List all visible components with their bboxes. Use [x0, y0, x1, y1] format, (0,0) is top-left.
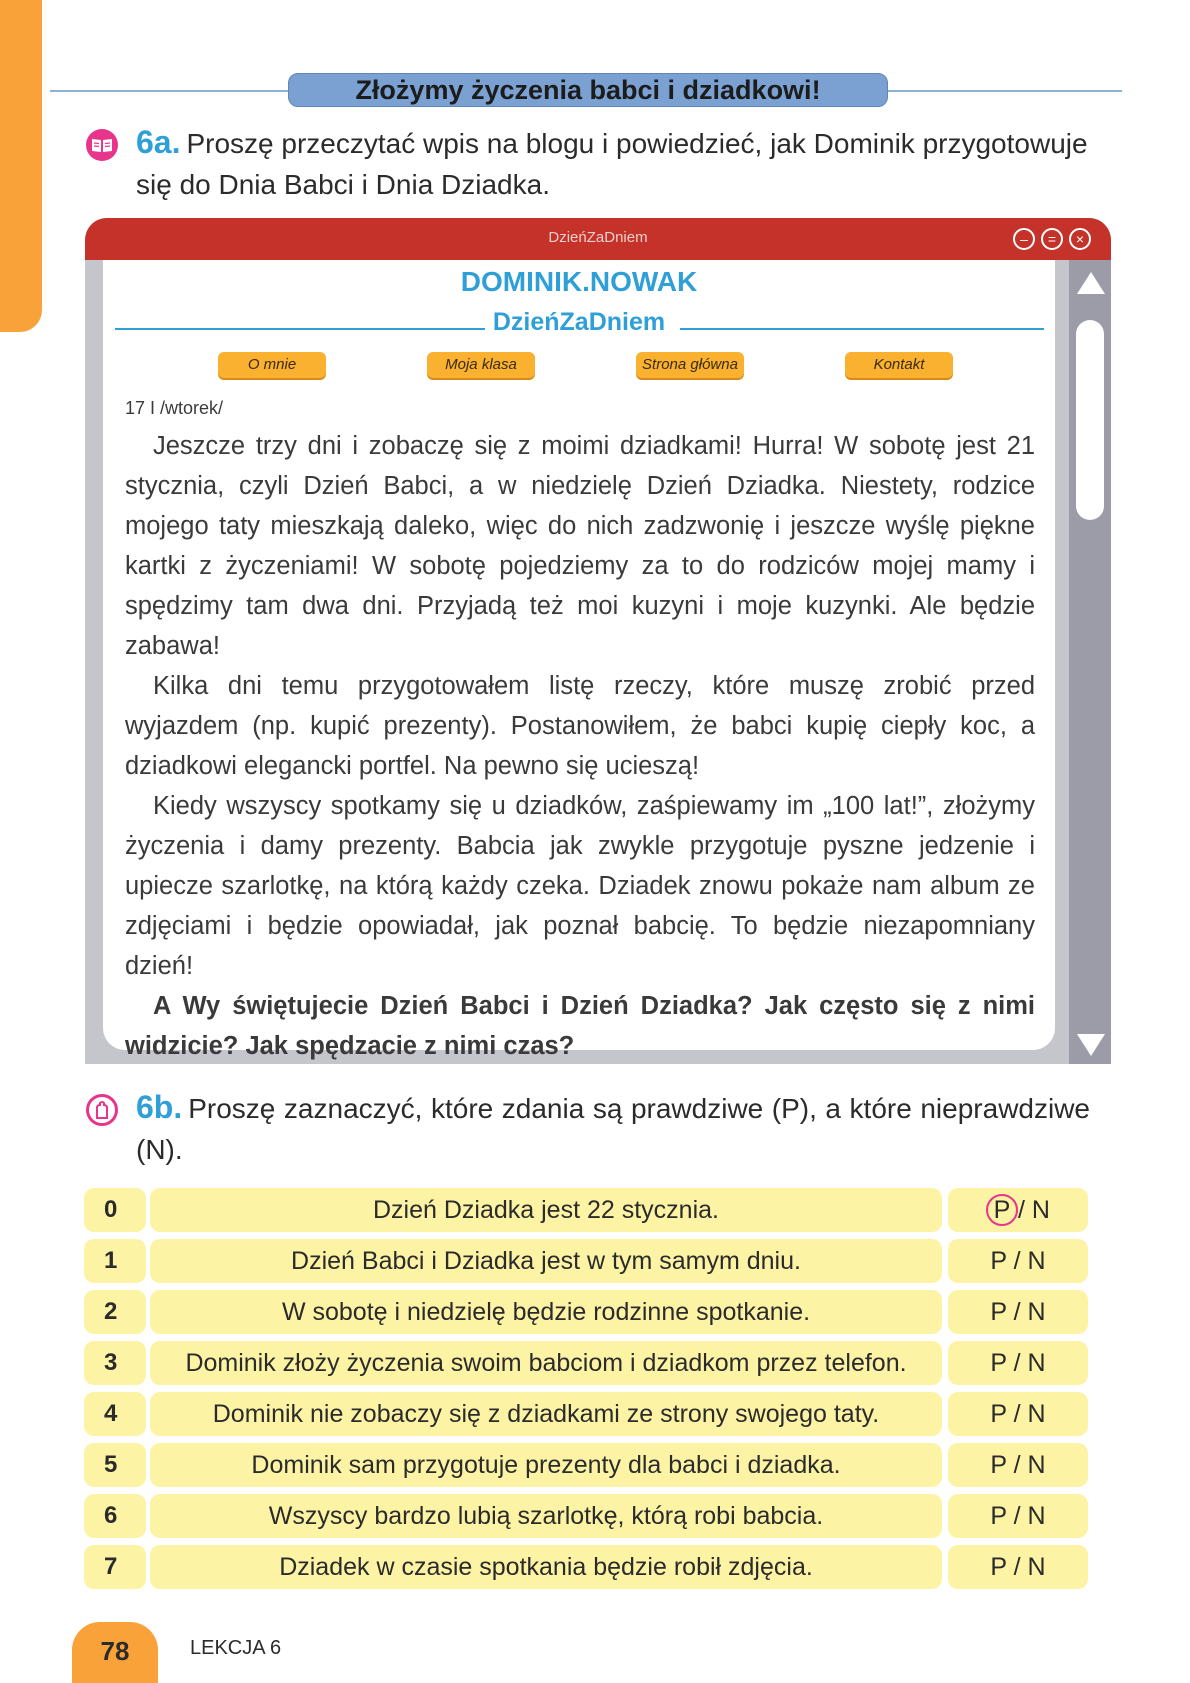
statement-text: Dziadek w czasie spotkania będzie robił zdjęcia. [150, 1545, 942, 1589]
statement-number: 2 [84, 1290, 146, 1334]
table-row [84, 1290, 1088, 1334]
statement-number: 4 [84, 1392, 146, 1436]
statement-number: 7 [84, 1545, 146, 1589]
lesson-label: LEKCJA 6 [190, 1637, 282, 1659]
table-row [84, 1188, 1088, 1232]
statement-text: Dominik nie zobaczy się z dziadkami ze strony swojego taty. [150, 1392, 942, 1436]
answer-n[interactable]: / N [1013, 1502, 1046, 1530]
post-date: 17 I /wtorek/ [125, 398, 224, 418]
blog-post [125, 426, 1035, 1064]
nav-class-button[interactable]: Moja klasa [427, 352, 535, 378]
answer-p[interactable]: P [990, 1553, 1007, 1581]
answer-p[interactable]: P [990, 1400, 1007, 1428]
answer-choice[interactable] [948, 1494, 1088, 1538]
blog-page [103, 260, 1055, 1060]
answer-choice[interactable] [948, 1443, 1088, 1487]
hand-icon [86, 1094, 118, 1126]
answer-choice[interactable] [948, 1545, 1088, 1589]
answer-p[interactable]: P [990, 1247, 1007, 1275]
statement-text: Dzień Babci i Dziadka jest w tym samym dniu. [150, 1239, 942, 1283]
table-row [84, 1494, 1088, 1538]
answer-p[interactable]: P [990, 1502, 1007, 1530]
maximize-icon[interactable]: = [1041, 228, 1063, 250]
section-title: Złożymy życzenia babci i dziadkowi! [288, 73, 888, 107]
statement-number: 5 [84, 1443, 146, 1487]
table-row [84, 1341, 1088, 1385]
book-icon [86, 129, 118, 161]
statement-text: Dominik sam przygotuje prezenty dla babci i dziadka. [150, 1443, 942, 1487]
statement-text: W sobotę i niedzielę będzie rodzinne spotkanie. [150, 1290, 942, 1334]
blog-name: DOMINIK.NOWAK [460, 266, 698, 297]
scroll-up-icon[interactable] [1077, 272, 1105, 294]
answer-p-circled[interactable]: P [986, 1194, 1018, 1226]
scroll-down-icon[interactable] [1077, 1034, 1105, 1056]
table-row [84, 1545, 1088, 1589]
subtitle-rule-right [680, 328, 1044, 330]
post-question: A Wy świętujecie Dzień Babci i Dzień Dziadka? Jak często się z nimi widzicie? Jak spędzacie z nimi czas? [125, 992, 1035, 1060]
statement-number: 6 [84, 1494, 146, 1538]
statement-text: Dzień Dziadka jest 22 stycznia. [150, 1188, 942, 1232]
post-paragraph: Kiedy wszyscy spotkamy się u dziadków, zaśpiewamy im „100 lat!”, złożymy życzenia i damy prezenty. Babcia jak zwykle przygotuje pyszne jedzenie i upiecze szarlotkę, na którą każdy czeka. Dziadek znowu pokaże nam album ze zdjęciami i będzie opowiadał, jak poznał babcię. To będzie niezapomniany dzień! [125, 792, 1035, 980]
browser-title: DzieńZaDniem [548, 229, 648, 246]
statement-number: 1 [84, 1239, 146, 1283]
task-instruction: Proszę zaznaczyć, które zdania są prawdziwe (P), a które nieprawdziwe (N). [136, 1093, 1090, 1165]
task-6a [86, 122, 1090, 205]
answer-n[interactable]: / N [1013, 1298, 1046, 1326]
answer-choice[interactable] [948, 1392, 1088, 1436]
page-number: 78 [72, 1622, 158, 1683]
task-instruction: Proszę przeczytać wpis na blogu i powiedzieć, jak Dominik przygotowuje się do Dnia Babci i Dnia Dziadka. [136, 128, 1088, 200]
close-icon[interactable]: × [1069, 228, 1091, 250]
answer-n[interactable]: / N [1013, 1400, 1046, 1428]
task-number: 6b. [136, 1089, 183, 1125]
post-paragraph: Kilka dni temu przygotowałem listę rzeczy, które muszę zrobić przed wyjazdem (np. kupić prezenty). Postanowiłem, że babci kupię ciepły koc, a dziadkowi elegancki portfel. Na pewno się ucieszą! [125, 672, 1035, 780]
statement-number: 0 [84, 1188, 146, 1232]
answer-n[interactable]: / N [1013, 1553, 1046, 1581]
table-row [84, 1239, 1088, 1283]
minimize-icon[interactable]: – [1013, 228, 1035, 250]
browser-window [85, 218, 1111, 1064]
nav-about-button[interactable]: O mnie [218, 352, 326, 378]
task-6b [86, 1087, 1090, 1170]
answer-n[interactable]: / N [1018, 1196, 1050, 1224]
answer-n[interactable]: / N [1013, 1451, 1046, 1479]
table-row [84, 1392, 1088, 1436]
statement-text: Wszyscy bardzo lubią szarlotkę, którą robi babcia. [150, 1494, 942, 1538]
browser-title-bar [85, 218, 1111, 260]
statement-text: Dominik złoży życzenia swoim babciom i dziadkom przez telefon. [150, 1341, 942, 1385]
post-paragraph: Jeszcze trzy dni i zobaczę się z moimi dziadkami! Hurra! W sobotę jest 21 stycznia, czyli Dzień Babci, a w niedzielę Dzień Dziadka. Niestety, rodzice mojego taty mieszkają daleko, więc do nich zadzwonię i jeszcze wyślę piękne kartki z życzeniami! W sobotę pojedziemy za to do rodziców mojej mamy i spędzimy tam dwa dni. Przyjadą też moi kuzyni i moje kuzynki. Ale będzie zabawa! [125, 432, 1035, 660]
answer-choice[interactable] [948, 1290, 1088, 1334]
answer-p[interactable]: P [990, 1298, 1007, 1326]
scrollbar[interactable] [1069, 260, 1111, 1064]
nav-contact-button[interactable]: Kontakt [845, 352, 953, 378]
answer-p[interactable]: P [990, 1349, 1007, 1377]
table-row [84, 1443, 1088, 1487]
nav-home-button[interactable]: Strona główna [636, 352, 744, 378]
answer-choice[interactable] [948, 1188, 1088, 1232]
answer-n[interactable]: / N [1013, 1349, 1046, 1377]
page-edge-tab [0, 0, 42, 332]
task-number: 6a. [136, 124, 181, 160]
statement-number: 3 [84, 1341, 146, 1385]
answer-choice[interactable] [948, 1239, 1088, 1283]
answer-p[interactable]: P [990, 1451, 1007, 1479]
blog-subtitle: DzieńZaDniem [492, 308, 666, 336]
answer-choice[interactable] [948, 1341, 1088, 1385]
answer-n[interactable]: / N [1013, 1247, 1046, 1275]
scroll-thumb[interactable] [1076, 320, 1104, 520]
